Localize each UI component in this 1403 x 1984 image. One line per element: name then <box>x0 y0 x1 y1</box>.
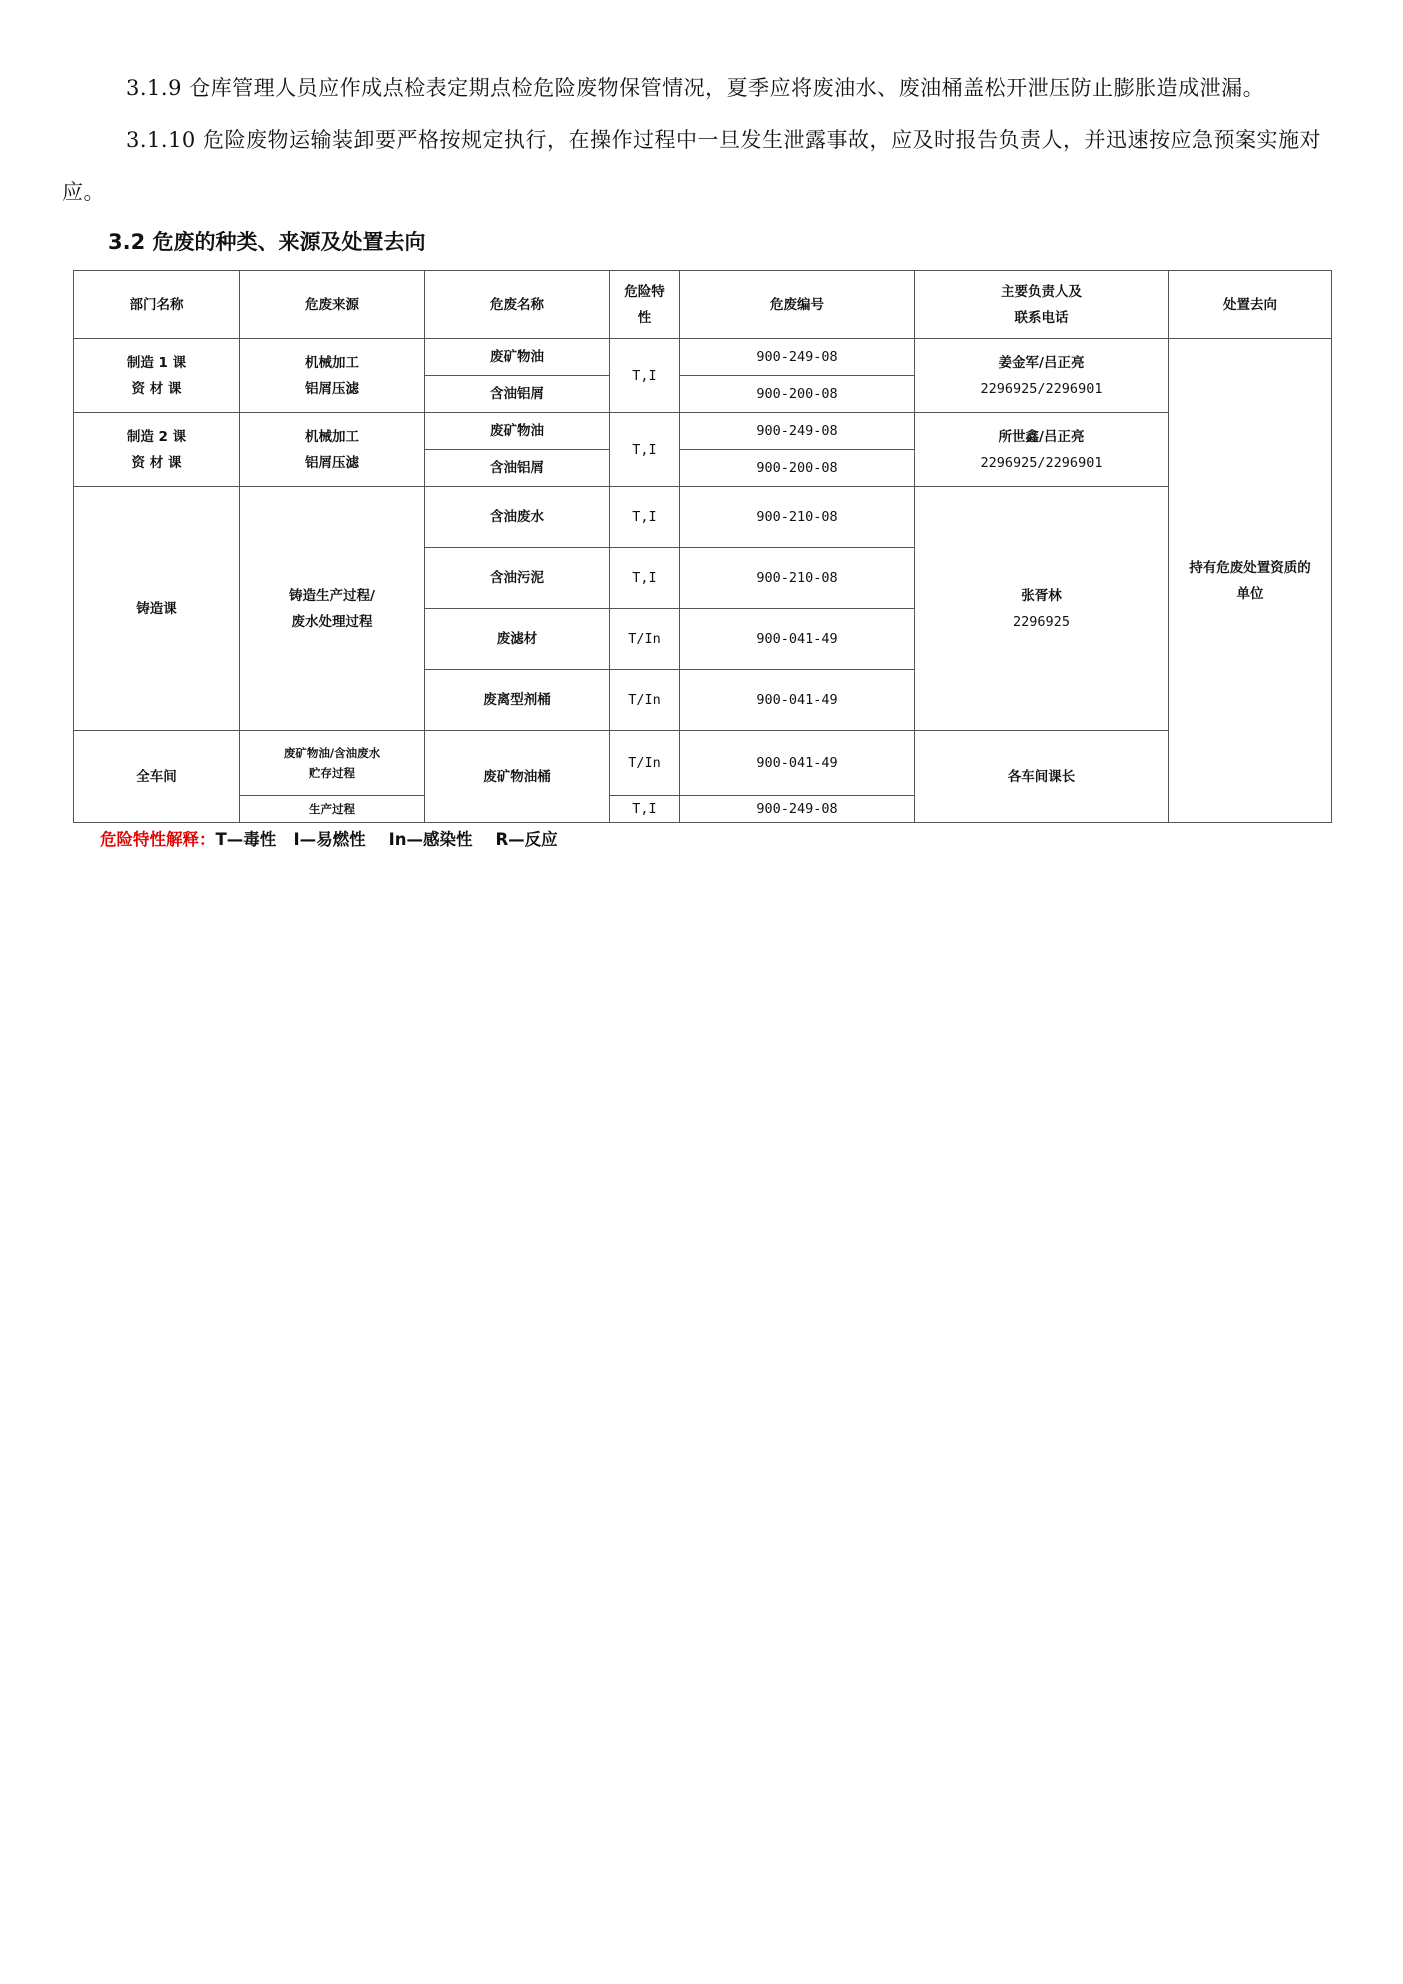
source-line2: 贮存过程 <box>309 766 355 780</box>
dept-cell <box>74 339 240 413</box>
contact-cell <box>915 487 1169 731</box>
dept-cell: 铸造课 <box>74 487 240 731</box>
dept-cell: 全车间 <box>74 731 240 823</box>
waste-name-cell: 废矿物油 <box>425 339 610 376</box>
hazard-cell: T/In <box>610 731 680 796</box>
waste-code-cell: 900-210-08 <box>680 548 915 609</box>
contact-cell: 各车间课长 <box>915 731 1169 823</box>
dept-line1: 制造 2 课 <box>126 428 187 445</box>
header-contact-line2: 联系电话 <box>1014 309 1069 326</box>
dept-line1: 制造 1 课 <box>126 354 187 371</box>
hazard-cell: T,I <box>610 796 680 823</box>
table-header-row <box>74 271 1332 339</box>
source-line2: 铝屑压滤 <box>305 454 359 471</box>
header-hazard <box>610 271 680 339</box>
source-cell <box>240 413 425 487</box>
header-hazard-line2: 性 <box>637 309 652 326</box>
waste-code-cell: 900-249-08 <box>680 796 915 823</box>
disposal-line2: 单位 <box>1236 585 1264 602</box>
source-line1: 废矿物油/含油废水 <box>283 746 381 760</box>
paragraph-3-1-10 <box>62 114 1352 218</box>
waste-name-cell: 含油废水 <box>425 487 610 548</box>
waste-code-cell: 900-041-49 <box>680 609 915 670</box>
waste-name-cell: 废滤材 <box>425 609 610 670</box>
header-dept: 部门名称 <box>74 271 240 339</box>
paragraph-3-1-9 <box>62 62 1352 114</box>
source-cell <box>240 487 425 731</box>
waste-name-cell: 废矿物油 <box>425 413 610 450</box>
waste-name-cell: 废矿物油桶 <box>425 731 610 823</box>
header-hazard-line1: 危险特 <box>624 283 665 300</box>
hazard-cell: T/In <box>610 670 680 731</box>
source-cell: 生产过程 <box>240 796 425 823</box>
header-name: 危废名称 <box>425 271 610 339</box>
hazard-legend <box>100 826 558 850</box>
waste-code-cell: 900-210-08 <box>680 487 915 548</box>
contact-line2: 2296925 <box>1013 613 1070 630</box>
contact-line1: 姜金军/吕正亮 <box>998 354 1085 371</box>
table-row <box>74 731 1332 796</box>
header-contact-line1: 主要负责人及 <box>1001 283 1082 300</box>
table-row <box>74 413 1332 450</box>
source-cell <box>240 731 425 796</box>
waste-name-cell: 含油污泥 <box>425 548 610 609</box>
dept-line2: 资 材 课 <box>131 380 182 397</box>
table-row <box>74 487 1332 548</box>
contact-line2: 2296925/2296901 <box>980 380 1103 397</box>
waste-name-cell: 含油铝屑 <box>425 376 610 413</box>
waste-code-cell: 900-249-08 <box>680 339 915 376</box>
header-disposal: 处置去向 <box>1169 271 1332 339</box>
disposal-line1: 持有危废处置资质的 <box>1189 559 1311 576</box>
hazard-cell: T,I <box>610 413 680 487</box>
legend-label: 危险特性解释： <box>100 830 216 849</box>
contact-line1: 张胥林 <box>1021 587 1062 604</box>
contact-cell <box>915 413 1169 487</box>
waste-code-cell: 900-200-08 <box>680 376 915 413</box>
legend-text: T—毒性 I—易燃性 In—感染性 R—反应 <box>215 830 558 849</box>
header-code: 危废编号 <box>680 271 915 339</box>
hazard-cell: T/In <box>610 609 680 670</box>
waste-code-cell: 900-041-49 <box>680 731 915 796</box>
waste-code-cell: 900-041-49 <box>680 670 915 731</box>
section-title: 3.2 危废的种类、来源及处置去向 <box>108 230 426 254</box>
hazard-cell: T,I <box>610 339 680 413</box>
waste-code-cell: 900-249-08 <box>680 413 915 450</box>
paragraph-text: 3.1.10 危险废物运输装卸要严格按规定执行，在操作过程中一旦发生泄露事故，应及时报告负责人，并迅速按应急预案实施对应。 <box>62 128 1321 204</box>
dept-line2: 资 材 课 <box>131 454 182 471</box>
contact-line1: 所世鑫/吕正亮 <box>998 428 1085 445</box>
paragraph-text: 3.1.9 仓库管理人员应作成点检表定期点检危险废物保管情况，夏季应将废油水、废油桶盖松开泄压防止膨胀造成泄漏。 <box>126 76 1265 100</box>
waste-code-cell: 900-200-08 <box>680 450 915 487</box>
contact-cell <box>915 339 1169 413</box>
hazard-cell: T,I <box>610 548 680 609</box>
source-cell <box>240 339 425 413</box>
table-row <box>74 339 1332 376</box>
header-contact <box>915 271 1169 339</box>
waste-name-cell: 废离型剂桶 <box>425 670 610 731</box>
hazardous-waste-table <box>73 270 1332 823</box>
source-line2: 废水处理过程 <box>291 613 373 630</box>
hazard-cell: T,I <box>610 487 680 548</box>
source-line1: 机械加工 <box>305 428 359 445</box>
source-line1: 铸造生产过程/ <box>289 587 375 604</box>
dept-cell <box>74 413 240 487</box>
disposal-cell <box>1169 339 1332 823</box>
contact-line2: 2296925/2296901 <box>980 454 1103 471</box>
waste-name-cell: 含油铝屑 <box>425 450 610 487</box>
header-source: 危废来源 <box>240 271 425 339</box>
source-line1: 机械加工 <box>305 354 359 371</box>
source-line2: 铝屑压滤 <box>305 380 359 397</box>
